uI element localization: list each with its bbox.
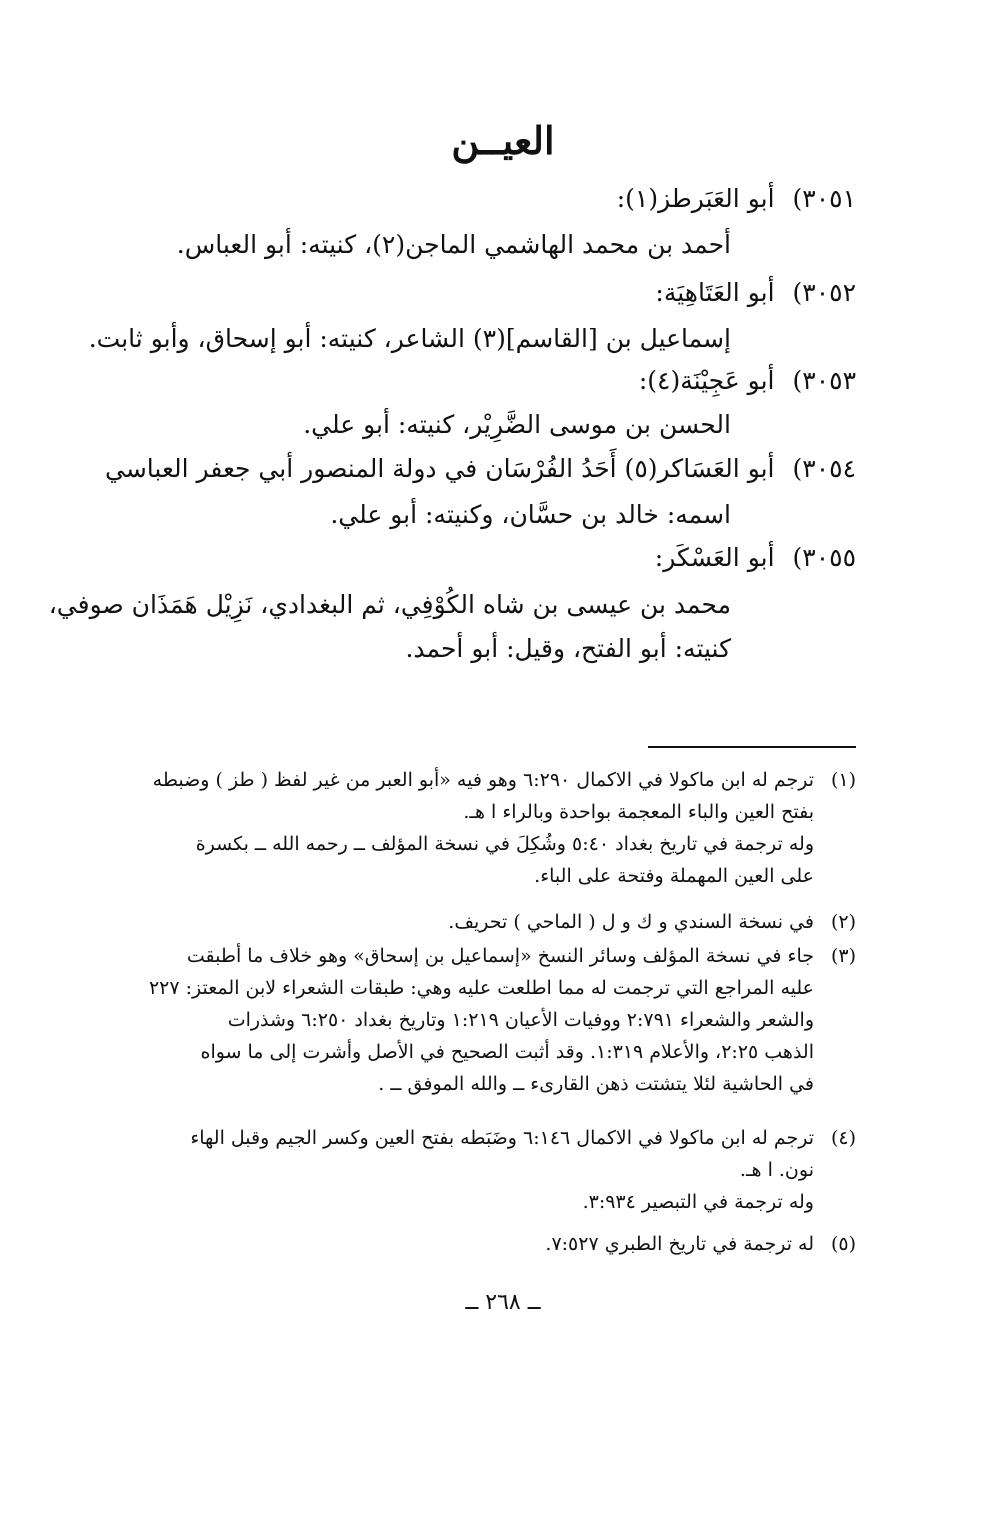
footnote: [136, 764, 856, 892]
footnote-line: عليه المراجع التي ترجمت له مما اطلعت عليه وهي: طبقات الشعراء لابن المعتز: ٢٢٧: [148, 977, 814, 999]
footnote-number: (٢): [830, 911, 856, 933]
entry-number: ٣٠٥١): [792, 184, 856, 213]
entry-heading: [655, 543, 856, 572]
footnote-line: والشعر والشعراء ٢:٧٩١ ووفيات الأعيان ١:٢١٩ وتاريخ بغداد ٦:٢٥٠ وشذرات: [227, 1009, 814, 1031]
entry-body: الحسن بن موسى الضَّرِيْر، كنيته: أبو علي.: [303, 410, 731, 439]
entry-body: إسماعيل بن [القاسم](٣) الشاعر، كنيته: أبو إسحاق، وأبو ثابت.: [88, 324, 731, 353]
footnote-text: [136, 1228, 814, 1260]
entry-title: أبو العَسْكَر:: [654, 543, 775, 572]
footnote-line: جاء في نسخة المؤلف وسائر النسخ «إسماعيل بن إسحاق» وهو خلاف ما أطبقت: [186, 945, 814, 967]
entry-title: أبو العَسَاكر(٥) أَحَدُ الفُرْسَان في دولة المنصور أبي جعفر العباسي: [105, 454, 775, 483]
footnote-text: [136, 906, 814, 938]
entry-heading: [617, 184, 856, 213]
entry-body: كنيته: أبو الفتح، وقيل: أبو أحمد.: [405, 634, 731, 663]
footnote-text: [136, 1122, 814, 1218]
entry-number: ٣٠٥٣): [792, 366, 856, 395]
footnote-line: على العين المهملة وفتحة على الباء.: [534, 865, 814, 887]
footnote-line: ترجم له ابن ماكولا في الاكمال ٦:١٤٦ وضَبَطه بفتح العين وكسر الجيم وقبل الهاء: [190, 1127, 814, 1149]
entry-body: اسمه: خالد بن حسَّان، وكنيته: أبو علي.: [330, 500, 731, 529]
entry-title: أبو العَبَرطز(١):: [616, 184, 775, 213]
footnote-text: [136, 940, 814, 1100]
footnote-number: (١): [830, 769, 856, 791]
footnote-line: وله ترجمة في التبصير ٣:٩٣٤.: [582, 1191, 814, 1213]
footnote-number: (٥): [830, 1233, 856, 1255]
footnote-line: ترجم له ابن ماكولا في الاكمال ٦:٢٩٠ وهو فيه «أبو العبر من غير لفظ ( طز ) وضبطه: [152, 769, 814, 791]
section-title: العيــن: [451, 118, 555, 163]
footnote-text: [136, 764, 814, 892]
entry-title: أبو عَجِيْنَة(٤):: [638, 366, 775, 395]
footnote-line: في نسخة السندي و ك و ل ( الماحي ) تحريف.: [448, 911, 814, 933]
entry-number: ٣٠٥٥): [792, 543, 856, 572]
entry-number: ٣٠٥٤): [792, 454, 856, 483]
footnote-line: بفتح العين والباء المعجمة بواحدة وبالراء ا هـ.: [463, 801, 814, 823]
entry-body: أحمد بن محمد الهاشمي الماجن(٢)، كنيته: أبو العباس.: [176, 230, 731, 259]
footnote-separator: [648, 746, 856, 748]
footnote: [136, 906, 856, 938]
footnote: [136, 1122, 856, 1218]
entry-body: محمد بن عيسى بن شاه الكُوْفِي، ثم البغدادي، نَزِيْل هَمَذَان صوفي،: [48, 590, 731, 619]
footnote-line: له ترجمة في تاريخ الطبري ٧:٥٢٧.: [545, 1233, 814, 1255]
entry-title: أبو العَتَاهِيَة:: [655, 278, 775, 307]
entry-number: ٣٠٥٢): [792, 278, 856, 307]
footnote: [136, 940, 856, 1100]
footnote-number: (٤): [830, 1127, 856, 1149]
footnote-number: (٣): [830, 945, 856, 967]
footnote-line: نون. ا هـ.: [739, 1159, 814, 1181]
entry-heading: [639, 366, 856, 395]
footnote-line: وله ترجمة في تاريخ بغداد ٥:٤٠ وشُكِلَ في نسخة المؤلف ــ رحمه الله ــ بكسرة: [195, 833, 814, 855]
entry-heading: [105, 454, 856, 483]
footnote-line: الذهب ٢:٢٥، والأعلام ١:٣١٩. وقد أثبت الصحيح في الأصل وأشرت إلى ما سواه: [200, 1041, 814, 1063]
footnote-line: في الحاشية لئلا يتشتت ذهن القارىء ــ والله الموفق ــ .: [378, 1073, 814, 1095]
page-number: ــ ٢٦٨ ــ: [465, 1290, 541, 1315]
entry-heading: [655, 278, 856, 307]
footnote: [136, 1228, 856, 1260]
